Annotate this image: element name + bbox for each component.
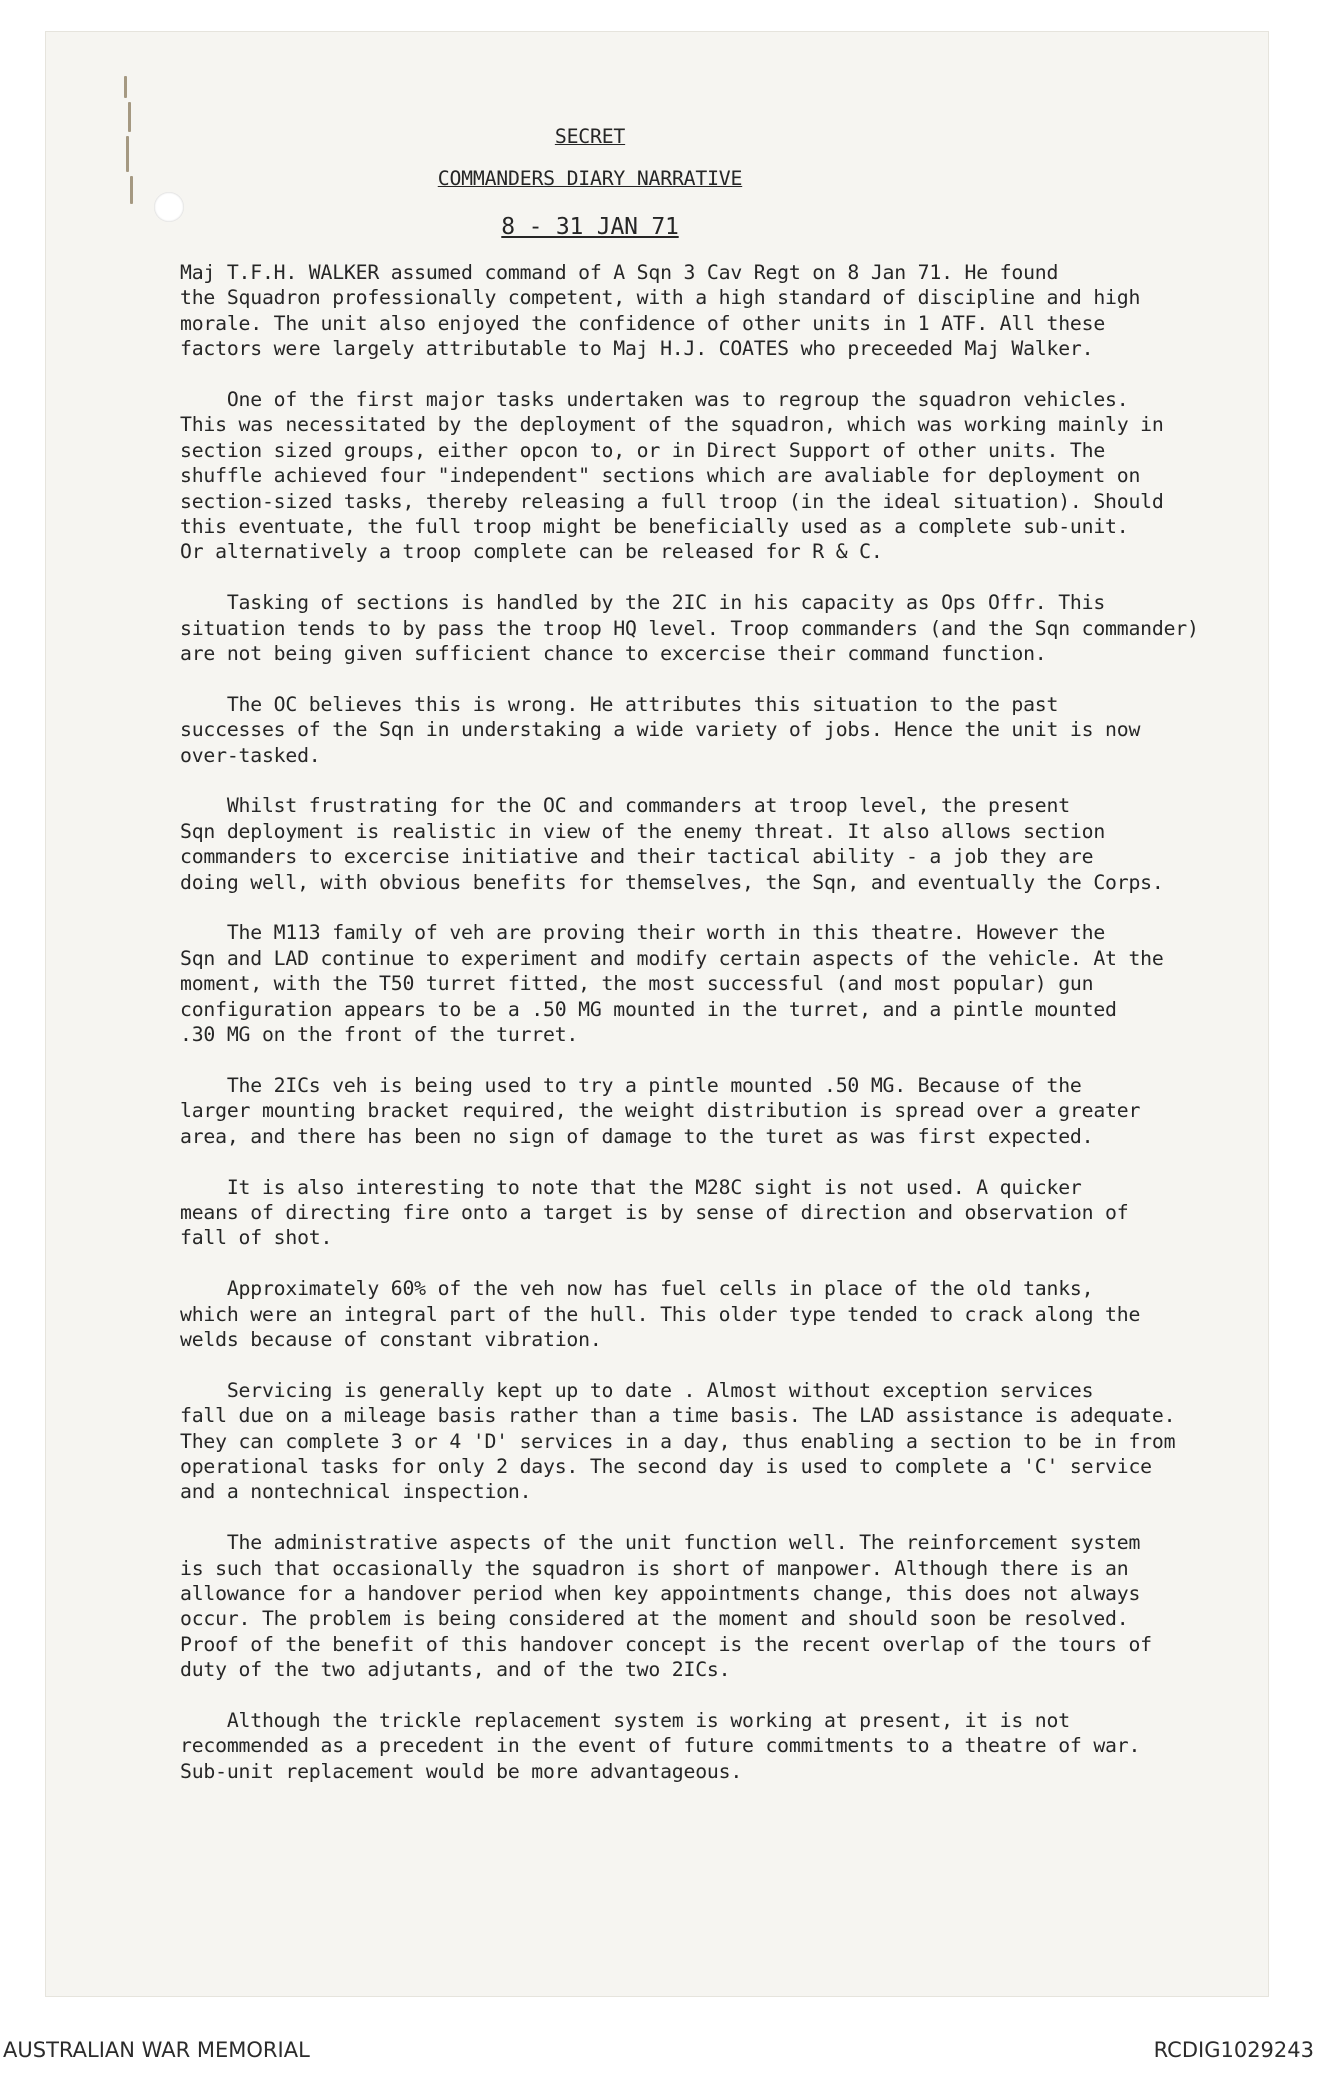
margin-pencil-marks [104, 76, 134, 206]
paragraph-tasking: Tasking of sections is handled by the 2IC in his capacity as Ops Offr. This situation tends to by pass the troop HQ level. Troop commanders (and the Sqn commander) are not being given sufficient chance to excercise their command function. [180, 591, 1199, 666]
reference-id: RCDIG1029243 [1153, 2038, 1314, 2062]
paragraph-2ic-veh: The 2ICs veh is being used to try a pintle mounted .50 MG. Because of the larger mounting bracket required, the weight distribution is spread over a greater area, and there has been no sign of damage to the turet as was first expected. [180, 1073, 1141, 1148]
paragraph-fuel-cells: Approximately 60% of the veh now has fuel cells in place of the old tanks, which were an integral part of the hull. This older type tended to crack along the welds because of constant vibration. [180, 1277, 1141, 1351]
archive-footer [0, 2032, 1318, 2082]
paragraph-regroup: One of the first major tasks undertaken was to regroup the squadron vehicles. This was necessitated by the deployment of the squadron, which was working mainly in section sized groups, either opcon to, or in Direct Support of other units. The shuffle achieved four "independent" sections which are avaliable for deployment on section-sized tasks, thereby releasing a full troop (in the ideal situation). Should this eventuate, the full troop might be beneficially used as a complete sub-unit. Or alternatively a troop complete can be released for R & C. [180, 388, 1164, 564]
paragraph-deployment: Whilst frustrating for the OC and commanders at troop level, the present Sqn deployment is realistic in view of the enemy threat. It also allows section commanders to excercise initiative and their tactical ability - a job they are doing well, with obvious benefits for themselves, the Sqn, and eventually the Corps. [180, 794, 1164, 894]
typed-text [180, 112, 1230, 1810]
paragraph-servicing: Servicing is generally kept up to date . Almost without exception services fall due on a mileage basis rather than a time basis. The LAD assistance is adequate. They can complete 3 or 4 'D' services in a day, thus enabling a section to be in from operational tasks for only 2 days. The second day is used to complete a 'C' service and a nontechnical inspection. [180, 1378, 1176, 1504]
paragraph-replacement: Although the trickle replacement system is working at present, it is not recommended as a precedent in the event of future commitments to a theatre of war. Sub-unit replacement would be more advantageous. [180, 1708, 1141, 1783]
paragraph-m113: The M113 family of veh are proving their worth in this theatre. However the Sqn and LAD continue to experiment and modify certain aspects of the vehicle. At the moment, with the T50 turret fitted, the most successful (and most popular) gun configuration appears to be a .50 MG mounted in the turret, and a pintle mounted .30 MG on the front of the turret. [180, 921, 1164, 1047]
paragraph-sight: It is also interesting to note that the M28C sight is not used. A quicker means of directing fire onto a target is by sense of direction and observation of fall of shot. [180, 1175, 1129, 1250]
date-range: 8 - 31 JAN 71 [501, 214, 679, 240]
classification-heading: SECRET [554, 125, 626, 148]
paragraph-admin: The administrative aspects of the unit function well. The reinforcement system is such that occasionally the squadron is short of manpower. Although there is an allowance for a handover period when key appointments change, this does not always occur. The problem is being considered at the moment and should soon be resolved. Proof of the benefit of this handover concept is the recent overlap of the tours of duty of the two adjutants, and of the two 2ICs. [180, 1531, 1152, 1682]
document-title: COMMANDERS DIARY NARRATIVE [437, 167, 743, 190]
paragraph-oc-belief: The OC believes this is wrong. He attributes this situation to the past successes of the Sqn in understaking a wide variety of jobs. Hence the unit is now over-tasked. [180, 692, 1141, 767]
source-label: AUSTRALIAN WAR MEMORIAL [3, 2038, 310, 2062]
paragraph-command: Maj T.F.H. WALKER assumed command of A Sqn 3 Cav Regt on 8 Jan 71. He found the Squadron professionally competent, with a high standard of discipline and high morale. The unit also enjoyed the confidence of other units in 1 ATF. All these factors were largely attributable to Maj H.J. COATES who preceeded Maj Walker. [180, 261, 1141, 361]
